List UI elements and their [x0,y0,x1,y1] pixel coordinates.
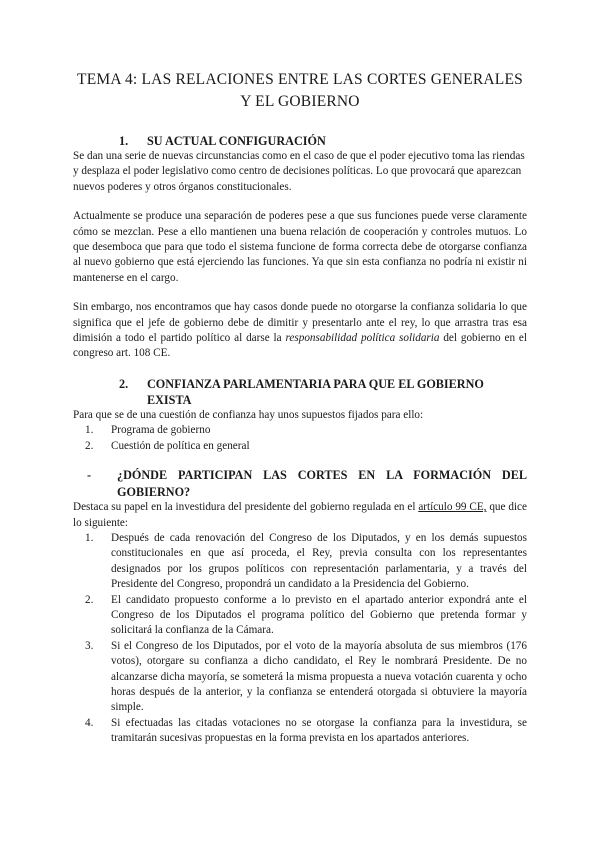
list-item-text: Programa de gobierno [111,424,211,437]
list-item-number: 2. [85,439,94,452]
section-2-title: CONFIANZA PARLAMENTARIA PARA QUE EL GOBIERNO EXISTA [147,376,484,407]
article-99-link[interactable]: artículo 99 CE, [418,501,487,514]
list-item-number: 2. [85,593,94,606]
list-item [73,531,527,593]
section-3-intro-a: Destaca su papel en la investidura del presidente del gobierno regulada en el [73,501,419,514]
list-item-text: Si efectuadas las citadas votaciones no se otorgase la confianza para la investidura, se tramitarán sucesivas propuestas en la forma prevista en los apartados anteriores. [111,716,527,745]
document-title [73,0,527,113]
section-1-title: SU ACTUAL CONFIGURACIÓN [147,134,326,148]
list-item-number: 3. [85,639,94,652]
section-1-paragraph-2: Actualmente se produce una separación de poderes pese a que sus funciones puede verse claramente cómo se mezclan. Pese a ello mantienen una buena relación de cooperación y controles mutuos. Lo que desemboca que para que todo el sistema funcione de forma correcta debe de otorgarse confianza al nuevo gobierno que está ejerciendo las funciones. Ya que sin esta confianza no podría ni existir ni mantenerse en el cargo. [73,210,527,284]
list-item [73,423,527,438]
section-3-intro [73,500,527,531]
section-2-heading [73,376,527,408]
list-item-number: 4. [85,716,94,729]
list-item [73,639,527,716]
section-1-paragraph-3 [73,300,527,362]
section-3-dash: - [87,468,92,483]
list-item-text: El candidato propuesto conforme a lo previsto en el apartado anterior expondrá ante el Congreso de los Diputados el programa político del Gobierno que pretenda formar y solicitará la confianza de la Cámara. [111,593,527,637]
section-1-paragraph-1: Se dan una serie de nuevas circunstancias como en el caso de que el poder ejecutivo toma las riendas y desplaza el poder legislativo como centro de decisiones políticas. Lo que provocará que aparezcan nuevos poderes y otros órganos constitucionales. [73,150,525,193]
section-3-title: ¿DÓNDE PARTICIPAN LAS CORTES EN LA FORMACIÓN DEL GOBIERNO? [117,468,527,499]
section-1-number: 1. [119,134,129,148]
list-item-text: Cuestión de política en general [111,439,250,452]
list-item-number: 1. [85,424,94,437]
list-item [73,439,527,454]
section-3-heading [73,467,527,500]
list-item-text: Si el Congreso de los Diputados, por el voto de la mayoría absoluta de sus miembros (176 votos), otorgare su confianza a dicho candidato, el Rey le nombrará Presidente. De no alcanzarse dicha mayoría, se someterá la misma propuesta a nueva votación cuarenta y ocho horas después de la anterior, y la confianza se entenderá otorgada si obtuviere la mayoría simple. [111,639,527,714]
paragraph-3-text-b: del gobierno en el congreso art. 108 CE. [73,332,527,360]
section-1-heading [73,133,527,149]
paragraph-3-text-a: Sin embargo, nos encontramos que hay casos donde puede no otorgarse la confianza solidaria lo que significa que el jefe de gobierno debe de dimitir y presentarlo ante el rey, lo que arrastra tras esa dimisión a todo el partido político al darse la [73,301,527,345]
list-item-text: Después de cada renovación del Congreso de los Diputados, y en los demás supuestos constitucionales en que así proceda, el Rey, previa consulta con los representantes designados por los grupos políticos con representación parlamentaria, y a través del Presidente del Congreso, propondrá un candidato a la Presidencia del Gobierno. [111,531,527,591]
paragraph-3-italic: responsabilidad política solidaria [285,332,440,345]
section-2-list [73,423,527,454]
list-item [73,716,527,747]
list-item [73,593,527,639]
title-line-1: TEMA 4: LAS RELACIONES ENTRE LAS CORTES GENERALES [77,71,523,88]
title-line-2: Y EL GOBIERNO [240,93,360,110]
section-2-intro: Para que se de una cuestión de confianza hay unos supuestos fijados para ello: [73,408,424,421]
section-3-intro-b: que dice lo siguiente: [73,501,527,529]
section-2-number: 2. [119,376,129,391]
section-3-list [73,531,527,747]
list-item-number: 1. [85,531,94,544]
